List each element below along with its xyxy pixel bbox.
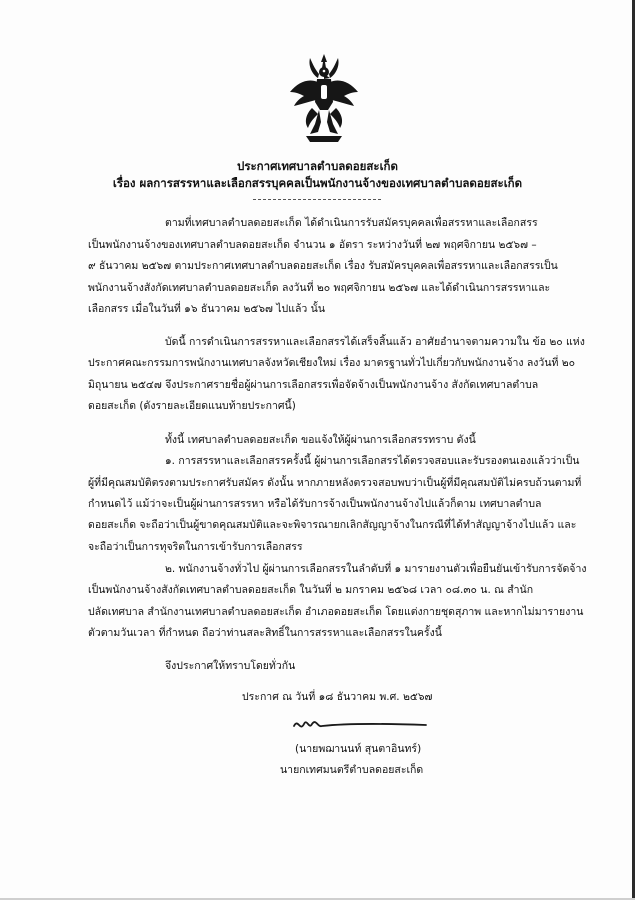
signer-name: (นายพฌานนท์ สุนตาอินทร์) xyxy=(295,743,422,755)
date-line: ประกาศ ณ วันที่ ๑๘ ธันวาคม พ.ศ. ๒๕๖๗ xyxy=(242,691,433,703)
paragraph1-line: เลือกสรร เมื่อในวันที่ ๑๖ ธันวาคม ๒๕๖๗ ไปแล้ว นั้น xyxy=(88,303,325,315)
paragraph1-line: พนักงานจ้างสังกัดเทศบาลตำบลดอยสะเก็ด ลงวันที่ ๒๐ พฤศจิกายน ๒๕๖๗ และได้ดำเนินการสรรหาและ xyxy=(88,282,551,294)
announcement-title: ประกาศเทศบาลตำบลดอยสะเก็ด xyxy=(237,159,398,173)
paragraph2-line: บัดนี้ การดำเนินการสรรหาและเลือกสรรได้เสร็จสิ้นแล้ว อาศัยอำนาจตามความใน ข้อ ๒๐ แห่ง xyxy=(165,336,585,348)
paragraph1-line: ตามที่เทศบาลตำบลดอยสะเก็ด ได้ดำเนินการรับสมัครบุคคลเพื่อสรรหาและเลือกสรร xyxy=(165,217,538,229)
paragraph2-line: มิถุนายน ๒๕๔๗ จึงประกาศรายชื่อผู้ผ่านการเลือกสรรเพื่อจัดจ้างเป็นพนักงานจ้าง สังกัดเทศบาลตำบล xyxy=(88,379,539,391)
closing-text: จึงประกาศให้ทราบโดยทั่วกัน xyxy=(165,660,296,672)
paragraph3-intro: ทั้งนี้ เทศบาลตำบลดอยสะเก็ด ขอแจ้งให้ผู้ผ่านการเลือกสรรทราบ ดังนี้ xyxy=(165,434,476,446)
paragraph2-line: ดอยสะเก็ด (ดังรายละเอียดแนบท้ายประกาศนี้) xyxy=(88,400,296,412)
signer-title: นายกเทศมนตรีตำบลดอยสะเก็ด xyxy=(280,764,424,776)
garuda-emblem-icon xyxy=(288,52,360,144)
paragraph3-line: ดอยสะเก็ด จะถือว่าเป็นผู้ขาดคุณสมบัติและจะพิจารณายกเลิกสัญญาจ้างในกรณีที่ได้ทำสัญญาจ้างไปแล้ว และ xyxy=(88,519,577,531)
paragraph1-line: เป็นพนักงานจ้างของเทศบาลตำบลดอยสะเก็ด จำนวน ๑ อัตรา ระหว่างวันที่ ๒๗ พฤศจิกายน ๒๕๖๗ – xyxy=(88,239,537,251)
announcement-subject: เรื่อง ผลการสรรหาและเลือกสรรบุคคลเป็นพนักงานจ้างของเทศบาลตำบลดอยสะเก็ด xyxy=(112,176,523,190)
paragraph3-line: ๒. พนักงานจ้างทั่วไป ผู้ผ่านการเลือกสรรในลำดับที่ ๑ มารายงานตัวเพื่อยืนยันเข้ารับการจัดจ้าง xyxy=(165,563,587,575)
paragraph1-line: ๙ ธันวาคม ๒๕๖๗ ตามประกาศเทศบาลตำบลดอยสะเก็ด เรื่อง รับสมัครบุคคลเพื่อสรรหาและเลือกสรรเป็น xyxy=(88,260,558,272)
paragraph3-line: ตัวตามวันเวลา ที่กำหนด ถือว่าท่านสละสิทธิ์ในการสรรหาและเลือกสรรในครั้งนี้ xyxy=(88,627,442,639)
paragraph2-line: ประกาศคณะกรรมการพนักงานเทศบาลจังหวัดเชียงใหม่ เรื่อง มาตรฐานทั่วไปเกี่ยวกับพนักงานจ้าง ลงวันที่ ๒๐ xyxy=(88,357,576,369)
paragraph3-line: ปลัดเทศบาล สำนักงานเทศบาลตำบลดอยสะเก็ด อำเภอดอยสะเก็ด โดยแต่งกายชุดสุภาพ และหากไม่มารายงาน xyxy=(88,606,584,618)
heading-divider xyxy=(253,199,381,200)
paragraph3-line: ผู้ที่มีคุณสมบัติตรงตามประกาศรับสมัคร ดังนั้น หากภายหลังตรวจสอบพบว่าเป็นผู้ที่มีคุณสมบัติไม่ครบถ้วนตามที่ xyxy=(88,477,582,489)
paragraph3-line: ๑. การสรรหาและเลือกสรรครั้งนี้ ผู้ผ่านการเลือกสรรได้ตรวจสอบและรับรองตนเองแล้วว่าเป็น xyxy=(165,455,580,467)
paragraph3-line: จะถือว่าเป็นการทุจริตในการเข้ารับการเลือกสรร xyxy=(88,541,303,553)
signature-icon xyxy=(290,714,430,736)
paragraph3-line: เป็นพนักงานจ้างสังกัดเทศบาลตำบลดอยสะเก็ด ในวันที่ ๒ มกราคม ๒๕๖๘ เวลา ๐๘.๓๐ น. ณ สำนัก xyxy=(88,584,534,596)
paragraph3-line: กำหนดไว้ แม้ว่าจะเป็นผู้ผ่านการสรรหา หรือได้รับการจ้างเป็นพนักงานจ้างไปแล้วก็ตาม เทศบาลตำบล xyxy=(88,498,542,510)
